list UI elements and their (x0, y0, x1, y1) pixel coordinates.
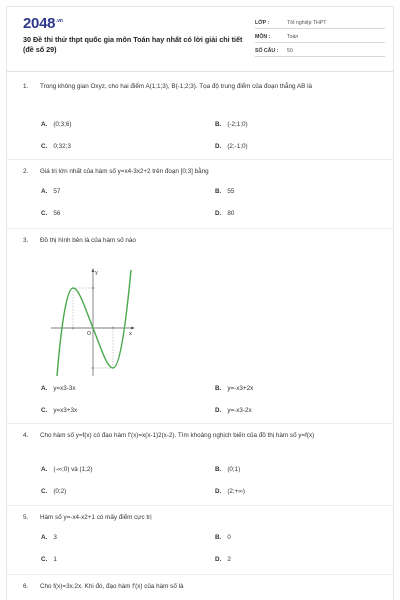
option-text: (0;1) (227, 466, 241, 473)
question-body: Đồ thị hình bên là của hàm số nào (40, 237, 136, 244)
page-title: 30 Đề thi thử thpt quốc gia môn Toán hay nhất có lời giải chi tiết (đề số 29) (23, 35, 243, 54)
meta-key: SỐ CÂU : (255, 47, 279, 54)
question-divider (7, 159, 394, 160)
option-letter: B. (215, 188, 222, 195)
option-c[interactable] (41, 488, 66, 495)
option-letter: C. (41, 488, 48, 495)
question-2 (23, 167, 383, 177)
question-5 (23, 513, 383, 523)
document-page (6, 6, 394, 600)
meta-key: LỚP : (255, 19, 270, 26)
option-letter: D. (215, 488, 222, 495)
option-text: y=-x3+2x (227, 385, 254, 392)
option-b[interactable] (215, 385, 253, 392)
option-text: 55 (227, 188, 235, 195)
option-letter: D. (215, 143, 222, 150)
option-letter: A. (41, 188, 48, 195)
option-letter: D. (215, 407, 222, 414)
question-4 (23, 431, 383, 441)
option-a[interactable] (41, 534, 57, 541)
meta-key: MÔN : (255, 33, 271, 40)
option-letter: D. (215, 210, 222, 217)
option-letter: B. (215, 466, 222, 473)
question-body: Cho hàm số y=f(x) có đạo hàm f'(x)=x(x-1)2(x-2). Tìm khoảng nghịch biến của đồ thị hàm số y=f(x) (40, 432, 315, 439)
question-number: 4. (23, 432, 29, 439)
option-b[interactable] (215, 466, 240, 473)
question-divider (7, 228, 394, 229)
logo-text: 2048 (23, 15, 56, 32)
option-text: 1 (53, 556, 57, 563)
meta-row-class (255, 17, 385, 29)
meta-row-subject (255, 31, 385, 43)
meta-value: Toán (287, 33, 299, 40)
question-text (23, 167, 383, 177)
option-a[interactable] (41, 121, 72, 128)
option-text: y=x3+3x (53, 407, 78, 414)
meta-value: Tốt nghiệp THPT (287, 19, 327, 26)
question-number: 6. (23, 583, 29, 590)
function-graph (45, 264, 137, 380)
question-number: 3. (23, 237, 29, 244)
option-text: 3 (53, 534, 57, 541)
question-divider (7, 574, 394, 575)
meta-row-count (255, 45, 385, 57)
question-divider (7, 505, 394, 506)
meta-value: 50 (287, 47, 293, 54)
question-1 (23, 82, 383, 92)
option-letter: B. (215, 534, 222, 541)
option-c[interactable] (41, 556, 57, 563)
axis-y-label: y (95, 270, 98, 276)
option-text: 0;32;3 (53, 143, 71, 150)
option-d[interactable] (215, 143, 248, 150)
question-body: Hàm số y=-x4-x2+1 có mấy điểm cực trị (40, 514, 152, 521)
option-letter: D. (215, 556, 222, 563)
option-letter: A. (41, 466, 48, 473)
option-letter: A. (41, 385, 48, 392)
option-letter: C. (41, 407, 48, 414)
option-c[interactable] (41, 210, 60, 217)
origin-label: O (87, 331, 91, 337)
document-header (7, 7, 394, 69)
option-text: y=x3-3x (53, 385, 76, 392)
option-text: (2;-1;0) (227, 143, 248, 150)
question-text (23, 431, 383, 441)
option-letter: B. (215, 121, 222, 128)
question-body: Giá trị lớn nhất của hàm số y=x4-3x2+2 trên đoạn [0;3] bằng (40, 168, 209, 175)
option-a[interactable] (41, 385, 76, 392)
question-text (23, 513, 383, 523)
option-d[interactable] (215, 556, 231, 563)
option-letter: C. (41, 210, 48, 217)
question-number: 2. (23, 168, 29, 175)
site-logo[interactable] (23, 15, 63, 32)
question-number: 1. (23, 83, 29, 90)
option-text: (0;3;6) (53, 121, 72, 128)
option-d[interactable] (215, 488, 245, 495)
option-text: 80 (227, 210, 235, 217)
question-text (23, 582, 383, 592)
option-b[interactable] (215, 188, 234, 195)
option-d[interactable] (215, 407, 252, 414)
option-b[interactable] (215, 121, 248, 128)
option-a[interactable] (41, 466, 92, 473)
question-body: Trong không gian Oxyz, cho hai điểm A(1;1;3), B(-1;2;3). Tọa độ trung điểm của đoạn thẳng AB là (40, 83, 312, 90)
option-letter: C. (41, 143, 48, 150)
option-a[interactable] (41, 188, 60, 195)
option-letter: A. (41, 534, 48, 541)
question-divider (7, 423, 394, 424)
option-letter: B. (215, 385, 222, 392)
option-text: 2 (227, 556, 231, 563)
logo-suffix: .vn (56, 18, 63, 24)
option-b[interactable] (215, 534, 231, 541)
exam-meta (255, 17, 385, 59)
option-text: (-2;1;0) (227, 121, 248, 128)
option-text: 57 (53, 188, 61, 195)
question-number: 5. (23, 514, 29, 521)
option-text: 0 (227, 534, 231, 541)
option-letter: A. (41, 121, 48, 128)
option-text: y=-x3-2x (227, 407, 252, 414)
option-text: (-∞;0) và (1;2) (53, 466, 93, 473)
option-c[interactable] (41, 143, 71, 150)
option-d[interactable] (215, 210, 234, 217)
question-text (23, 82, 383, 92)
option-text: (0;2) (53, 488, 67, 495)
header-divider (7, 71, 394, 72)
axis-x-label: x (129, 331, 132, 337)
question-body: Cho f(x)=3x.2x. Khi đó, đạo hàm f'(x) của hàm số là (40, 583, 184, 590)
option-text: (2;+∞) (227, 488, 245, 495)
option-text: 56 (53, 210, 61, 217)
question-text (23, 236, 383, 246)
option-c[interactable] (41, 407, 77, 414)
question-6 (23, 582, 383, 592)
question-3 (23, 236, 383, 246)
option-letter: C. (41, 556, 48, 563)
